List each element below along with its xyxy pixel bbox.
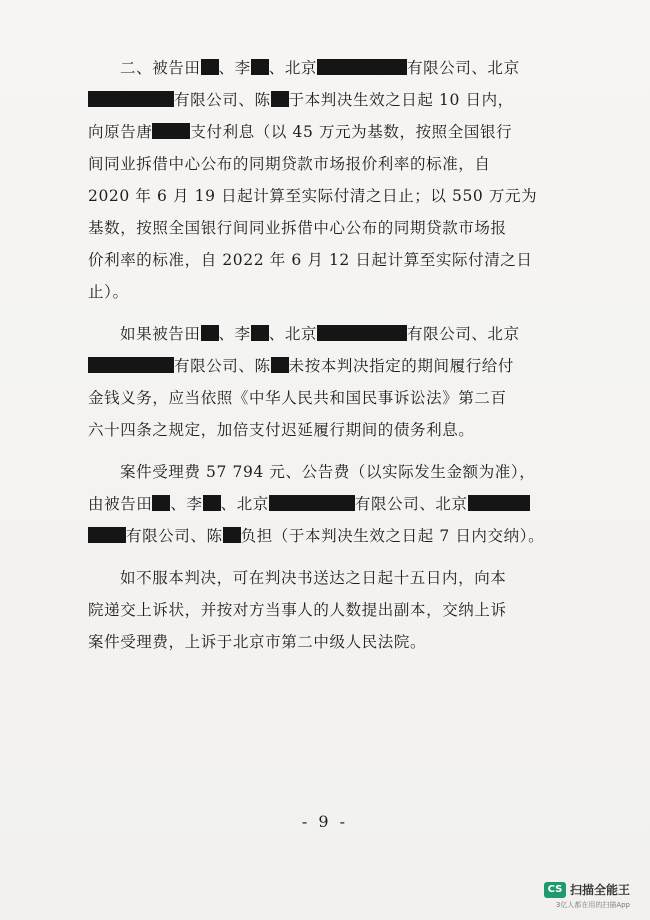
text-run: 有限公司、北京 bbox=[407, 59, 520, 77]
redaction-bar bbox=[251, 325, 269, 341]
redaction-bar bbox=[88, 527, 126, 543]
text-run: 如果被告田 bbox=[120, 325, 201, 343]
text-line bbox=[88, 116, 548, 148]
text-line bbox=[88, 276, 548, 308]
text-line bbox=[88, 52, 548, 84]
redaction-bar bbox=[201, 59, 219, 75]
redaction-bar bbox=[468, 495, 530, 511]
text-line bbox=[88, 350, 548, 382]
redaction-bar bbox=[271, 91, 289, 107]
text-run: 金钱义务，应当依照《中华人民共和国民事诉讼法》第二百 bbox=[88, 389, 507, 407]
text-run: 基数，按照全国银行间同业拆借中心公布的同期贷款市场报 bbox=[88, 219, 507, 237]
text-run: 、北京 bbox=[220, 495, 269, 513]
text-line bbox=[88, 562, 548, 594]
redaction-bar bbox=[269, 495, 355, 511]
text-run: 、李 bbox=[218, 59, 251, 77]
redaction-bar bbox=[203, 495, 221, 511]
text-line bbox=[88, 212, 548, 244]
judgment-text bbox=[88, 52, 548, 658]
text-line bbox=[88, 520, 548, 552]
text-run: 由被告田 bbox=[88, 495, 153, 513]
redaction-bar bbox=[317, 59, 407, 75]
text-run: 价利率的标准，自 2022 年 6 月 12 日起计算至实际付清之日 bbox=[88, 251, 533, 269]
watermark-name: 扫描全能王 bbox=[569, 883, 630, 897]
text-line bbox=[88, 84, 548, 116]
text-run: 有限公司、陈 bbox=[126, 527, 223, 545]
text-line bbox=[88, 318, 548, 350]
watermark-row bbox=[544, 881, 630, 898]
redaction-bar bbox=[152, 495, 170, 511]
text-run: 未按本判决指定的期间履行给付 bbox=[288, 357, 515, 375]
text-run: 案件受理费 57 794 元、公告费（以实际发生金额为准）， bbox=[120, 463, 536, 481]
text-run: 如不服本判决，可在判决书送达之日起十五日内，向本 bbox=[120, 569, 507, 587]
watermark-subtitle: 3亿人都在用的扫描App bbox=[555, 901, 630, 909]
text-line bbox=[88, 456, 548, 488]
redaction-bar bbox=[201, 325, 219, 341]
text-run: 、李 bbox=[170, 495, 203, 513]
text-run: 、李 bbox=[218, 325, 251, 343]
text-run: 支付利息（以 45 万元为基数，按照全国银行 bbox=[190, 123, 513, 141]
text-run: 负担（于本判决生效之日起 7 日内交纳）。 bbox=[240, 527, 545, 545]
text-run: 止）。 bbox=[88, 283, 129, 301]
text-run: 、北京 bbox=[268, 59, 318, 77]
text-run: 于本判决生效之日起 10 日内， bbox=[288, 91, 514, 109]
text-line bbox=[88, 244, 548, 276]
text-line bbox=[88, 488, 548, 520]
text-run: 、北京 bbox=[268, 325, 318, 343]
text-line bbox=[88, 626, 548, 658]
redaction-bar bbox=[152, 123, 190, 139]
text-run: 院递交上诉状，并按对方当事人的人数提出副本，交纳上诉 bbox=[88, 601, 507, 619]
redaction-bar bbox=[317, 325, 407, 341]
text-run: 案件受理费，上诉于北京市第二中级人民法院。 bbox=[88, 633, 427, 651]
text-run: 二、被告田 bbox=[120, 59, 201, 77]
redaction-bar bbox=[88, 357, 174, 373]
text-line bbox=[88, 382, 548, 414]
redaction-bar bbox=[251, 59, 269, 75]
text-line bbox=[88, 594, 548, 626]
text-line bbox=[88, 180, 548, 212]
text-run: 有限公司、陈 bbox=[174, 357, 271, 375]
text-run: 2020 年 6 月 19 日起计算至实际付清之日止；以 550 万元为 bbox=[88, 187, 538, 205]
redaction-bar bbox=[88, 91, 174, 107]
text-line bbox=[88, 414, 548, 446]
redaction-bar bbox=[223, 527, 241, 543]
redaction-bar bbox=[271, 357, 289, 373]
scanner-watermark bbox=[544, 881, 630, 910]
text-run: 间同业拆借中心公布的同期贷款市场报价利率的标准，自 bbox=[88, 155, 491, 173]
text-run: 向原告唐 bbox=[88, 123, 153, 141]
text-run: 有限公司、陈 bbox=[174, 91, 271, 109]
page-number: - 9 - bbox=[301, 812, 349, 831]
text-run: 有限公司、北京 bbox=[407, 325, 520, 343]
text-line bbox=[88, 148, 548, 180]
camscanner-logo-icon: CS bbox=[544, 882, 566, 898]
text-run: 有限公司、北京 bbox=[354, 495, 468, 513]
text-run: 六十四条之规定，加倍支付迟延履行期间的债务利息。 bbox=[88, 421, 475, 439]
